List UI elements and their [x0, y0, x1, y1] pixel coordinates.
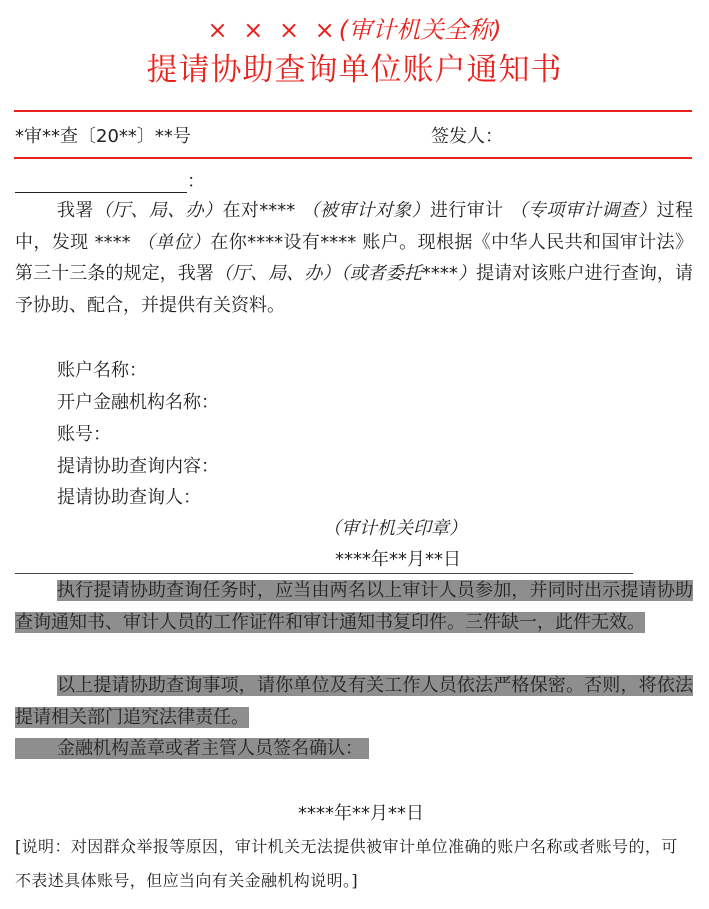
addressee-line	[15, 167, 205, 193]
red-rule-bottom	[14, 157, 692, 159]
p1-seg: 在你****设有**** 账户。现根据《中华人民共和国审计法》第三十三条的规定，我署	[15, 231, 693, 284]
field-account-name: 账户名称：	[57, 360, 147, 381]
field-bank-name: 开户金融机构名称：	[57, 392, 219, 413]
p1-seg-hint: （单位）	[136, 231, 211, 253]
p1-seg: 提请对该账户进行查询，请予协助、配合，并提供有关资料。	[15, 263, 694, 316]
p1-seg: 在对****	[222, 200, 296, 221]
highlighted-text: 以上提请协助查询事项，请你单位及有关工作人员依法严格保密。否则，将依法提请相关部门追究法律责任。	[15, 675, 693, 728]
p1-seg-hint: （专项审计调查）	[509, 200, 657, 221]
field-query-content: 提请协助查询内容：	[57, 456, 219, 477]
confirmation-date: ****年**月**日	[298, 803, 424, 824]
p1-seg: 过程中，发现 ****	[15, 200, 694, 253]
highlighted-text	[15, 738, 369, 759]
addressee-colon: ：	[187, 171, 205, 192]
addressee-blank	[15, 172, 187, 193]
issuing-authority-line	[0, 10, 709, 45]
highlight-paragraph-3	[15, 670, 693, 733]
highlighted-text: 执行提请协助查询任务时，应当由两名以上审计人员参加，并同时出示提请协助查询通知书、审计人员的工作证件和审计通知书复印件。三件缺一，此件无效。	[15, 580, 693, 633]
field-query-person: 提请协助查询人：	[57, 487, 201, 508]
authority-fullname-hint: (审计机关全称)	[338, 16, 502, 44]
document-number: *审**查〔20**〕**号	[15, 126, 191, 147]
p1-seg-hint: （厅、局、办）（或者委托****）	[213, 263, 477, 284]
document-title: 提请协助查询单位账户通知书	[146, 52, 563, 88]
field-account-number: 账号：	[57, 424, 111, 445]
authority-placeholder-marks: × × × ×	[207, 16, 339, 44]
highlight-paragraph-2	[15, 575, 693, 638]
explanatory-note: [说明：对因群众举报等原因，审计机关无法提供被审计单位准确的账户名称或者账号的，可不表述具体账号，但应当向有关金融机构说明。]	[15, 837, 678, 890]
p1-seg: 进行审计	[429, 200, 504, 221]
p1-seg-hint: （厅、局、办）	[93, 200, 223, 221]
red-rule-top	[14, 110, 692, 112]
highlight-paragraph-4	[15, 733, 693, 765]
body-paragraph-1	[15, 195, 693, 321]
seal-placeholder: （审计机关印章）	[323, 518, 467, 539]
p1-seg-hint: （被审计对象）	[301, 200, 430, 221]
signer-label: 签发人：	[431, 126, 503, 147]
divider-line	[15, 573, 633, 574]
issue-date: ****年**月**日	[335, 549, 461, 570]
confirmation-label: 金融机构盖章或者主管人员签名确认：	[57, 738, 363, 759]
p1-seg: 我署	[57, 200, 94, 221]
